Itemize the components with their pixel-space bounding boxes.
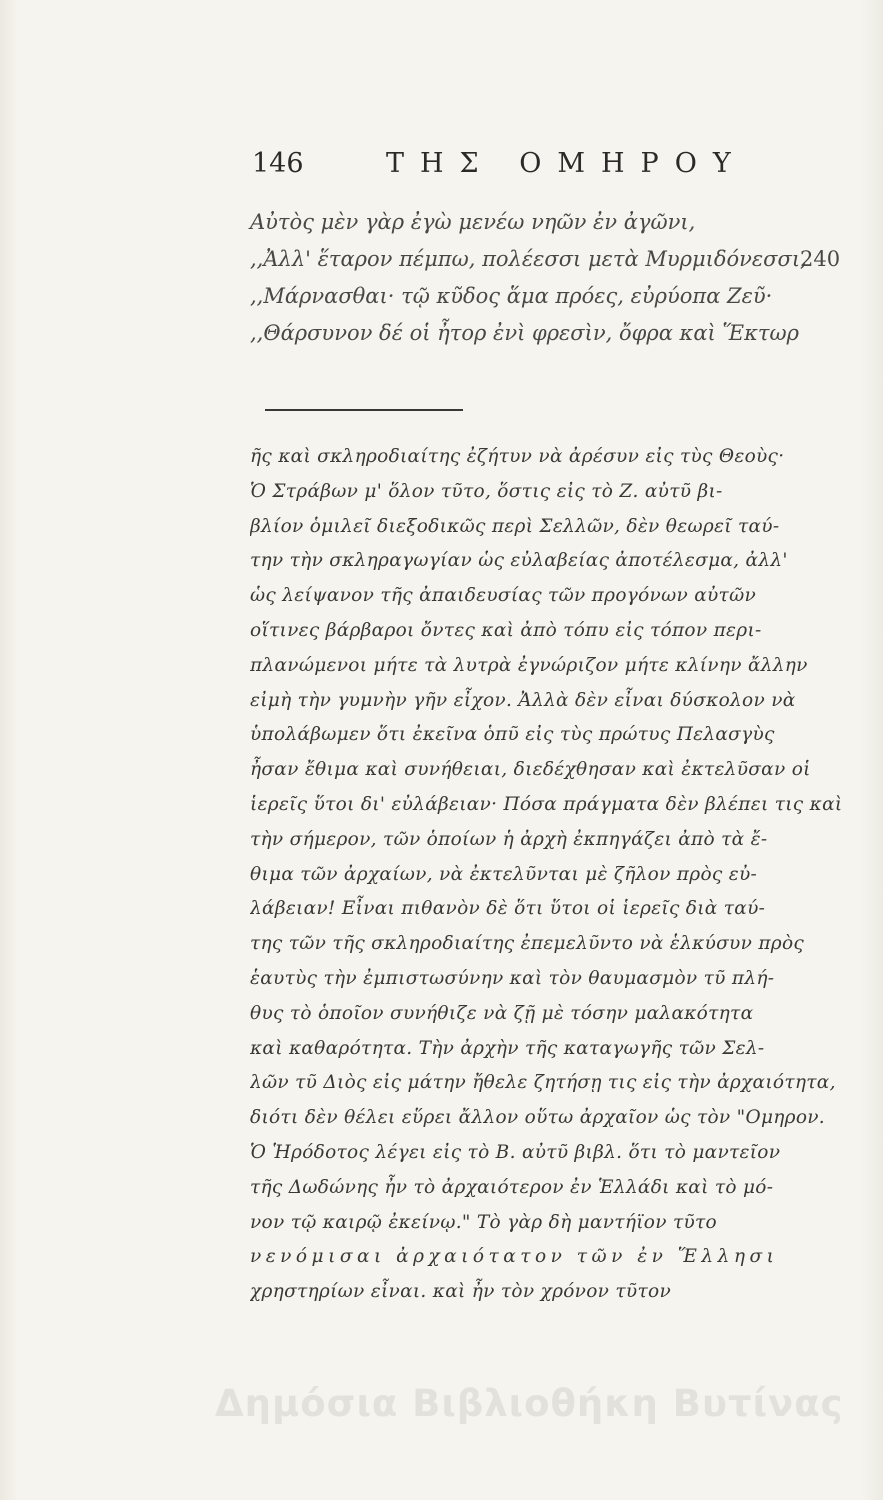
running-title: ΤΗΣ ΟΜΗΡΟΥ	[386, 148, 747, 179]
verse-text: ,,Θάρσυνον δέ οἱ ἦτορ ἐνὶ φρεσὶν, ὄφρα καὶ Ἕκτωρ	[250, 321, 799, 345]
footnote-line: θυς τὸ ὁποῖον συνήθιζε νὰ ζῇ μὲ τόσην μαλακότητα	[250, 1002, 754, 1024]
footnote-line: τῆς Δωδώνης ἦν τὸ ἀρχαιότερον ἐν Ἑλλάδι καὶ τὸ μό-	[250, 1176, 774, 1198]
footnote-line: εἰμὴ τὴν γυμνὴν γῆν εἶχον. Ἀλλὰ δὲν εἶναι δύσκολον νὰ	[250, 689, 796, 711]
line-number: 240	[800, 247, 841, 271]
verse-line	[250, 284, 850, 321]
footnote-line: τὴν σήμερον, τῶν ὁποίων ἡ ἀρχὴ ἐκπηγάζει ἀπὸ τὰ ἔ-	[250, 828, 768, 850]
verse-line	[250, 210, 850, 247]
footnote-line: ἦσαν ἔθιμα καὶ συνήθειαι, διεδέχθησαν καὶ ἐκτελῦσαν οἱ	[250, 759, 811, 781]
footnote-line: θιμα τῶν ἀρχαίων, νὰ ἐκτελῦνται μὲ ζῆλον πρὸς εὐ-	[250, 863, 758, 885]
footnote-line: λῶν τῦ Διὸς εἰς μάτην ἤθελε ζητήσῃ τις εἰς τὴν ἀρχαιότητα,	[250, 1072, 836, 1094]
footnote-line: Ὁ Ἡρόδοτος λέγει εἰς τὸ Β. αὐτῦ βιβλ. ὅτι τὸ μαντεῖον	[250, 1141, 781, 1163]
footnote-line: νον τῷ καιρῷ ἐκείνῳ." Τὸ γὰρ δὴ μαντήϊον τῦτο	[250, 1211, 717, 1233]
footnote-line: της τῶν τῆς σκληροδιαίτης ἐπεμελῦντο νὰ ἑλκύσυν πρὸς	[250, 933, 805, 955]
footnote-line: λάβειαν! Εἶναι πιθανὸν δὲ ὅτι ὕτοι οἱ ἱερεῖς διὰ ταύ-	[250, 898, 766, 920]
footnote-line: ὑπολάβωμεν ὅτι ἐκεῖνα ὁπῦ εἰς τὺς πρώτυς Πελασγὺς	[250, 724, 775, 746]
page-header	[252, 148, 752, 188]
verse-text: Αὐτὸς μὲν γὰρ ἐγὼ μενέω νηῶν ἐν ἀγῶνι,	[250, 210, 696, 234]
page-number: 146	[252, 148, 304, 179]
verse-text: ,,Ἀλλ' ἕταρον πέμπω, πολέεσσι μετὰ Μυρμιδόνεσσι,	[250, 247, 807, 271]
verse-text: ,,Μάρνασθαι· τῷ κῦδος ἅμα πρόες, εὐρύοπα Ζεῦ·	[250, 284, 773, 308]
footnote-line: πλανώμενοι μήτε τὰ λυτρὰ ἐγνώριζον μήτε κλίνην ἄλλην	[250, 654, 808, 676]
footnote-line: την τὴν σκληραγωγίαν ὡς εὐλαβείας ἀποτέλεσμα, ἀλλ'	[250, 550, 788, 572]
footnote-line: νενόμισαι ἀρχαιότατον τῶν ἐν Ἕλλησι	[250, 1246, 779, 1268]
footnote-line: Ὁ Στράβων μ' ὅλον τῦτο, ὅστις εἰς τὸ Ζ. αὐτῦ βι-	[250, 480, 723, 502]
verse-line	[250, 247, 850, 284]
verse-block	[250, 210, 850, 358]
footnote-line: οἵτινες βάρβαροι ὄντες καὶ ἀπὸ τόπυ εἰς τόπον περι-	[250, 619, 762, 641]
footnote-line: ἑαυτὺς τὴν ἐμπιστωσύνην καὶ τὸν θαυμασμὸν τῦ πλή-	[250, 967, 775, 989]
footnote-block	[250, 440, 850, 1310]
verse-line	[250, 321, 850, 358]
footnote-line: βλίον ὁμιλεῖ διεξοδικῶς περὶ Σελλῶν, δὲν θεωρεῖ ταύ-	[250, 515, 780, 537]
footnote-line: ὡς λείψανον τῆς ἀπαιδευσίας τῶν προγόνων αὐτῶν	[250, 585, 757, 607]
library-watermark: Δημόσια Βιβλιοθήκη Βυτίνας	[215, 1382, 844, 1425]
footnote-line: ῆς καὶ σκληροδιαίτης ἐζήτυν νὰ ἀρέσυν εἰς τὺς Θεοὺς·	[250, 446, 785, 467]
footnote-divider	[265, 409, 463, 411]
footnote-line: καὶ καθαρότητα. Τὴν ἀρχὴν τῆς καταγωγῆς τῶν Σελ-	[250, 1037, 765, 1059]
footnote-line: διότι δὲν θέλει εὕρει ἄλλον οὕτω ἀρχαῖον ὡς τὸν "Ομηρον.	[250, 1107, 825, 1129]
footnote-line: χρηστηρίων εἶναι. καὶ ἦν τὸν χρόνον τῦτον	[250, 1281, 671, 1303]
footnote-line: ἱερεῖς ὕτοι δι' εὐλάβειαν· Πόσα πράγματα δὲν βλέπει τις καὶ	[250, 793, 843, 815]
